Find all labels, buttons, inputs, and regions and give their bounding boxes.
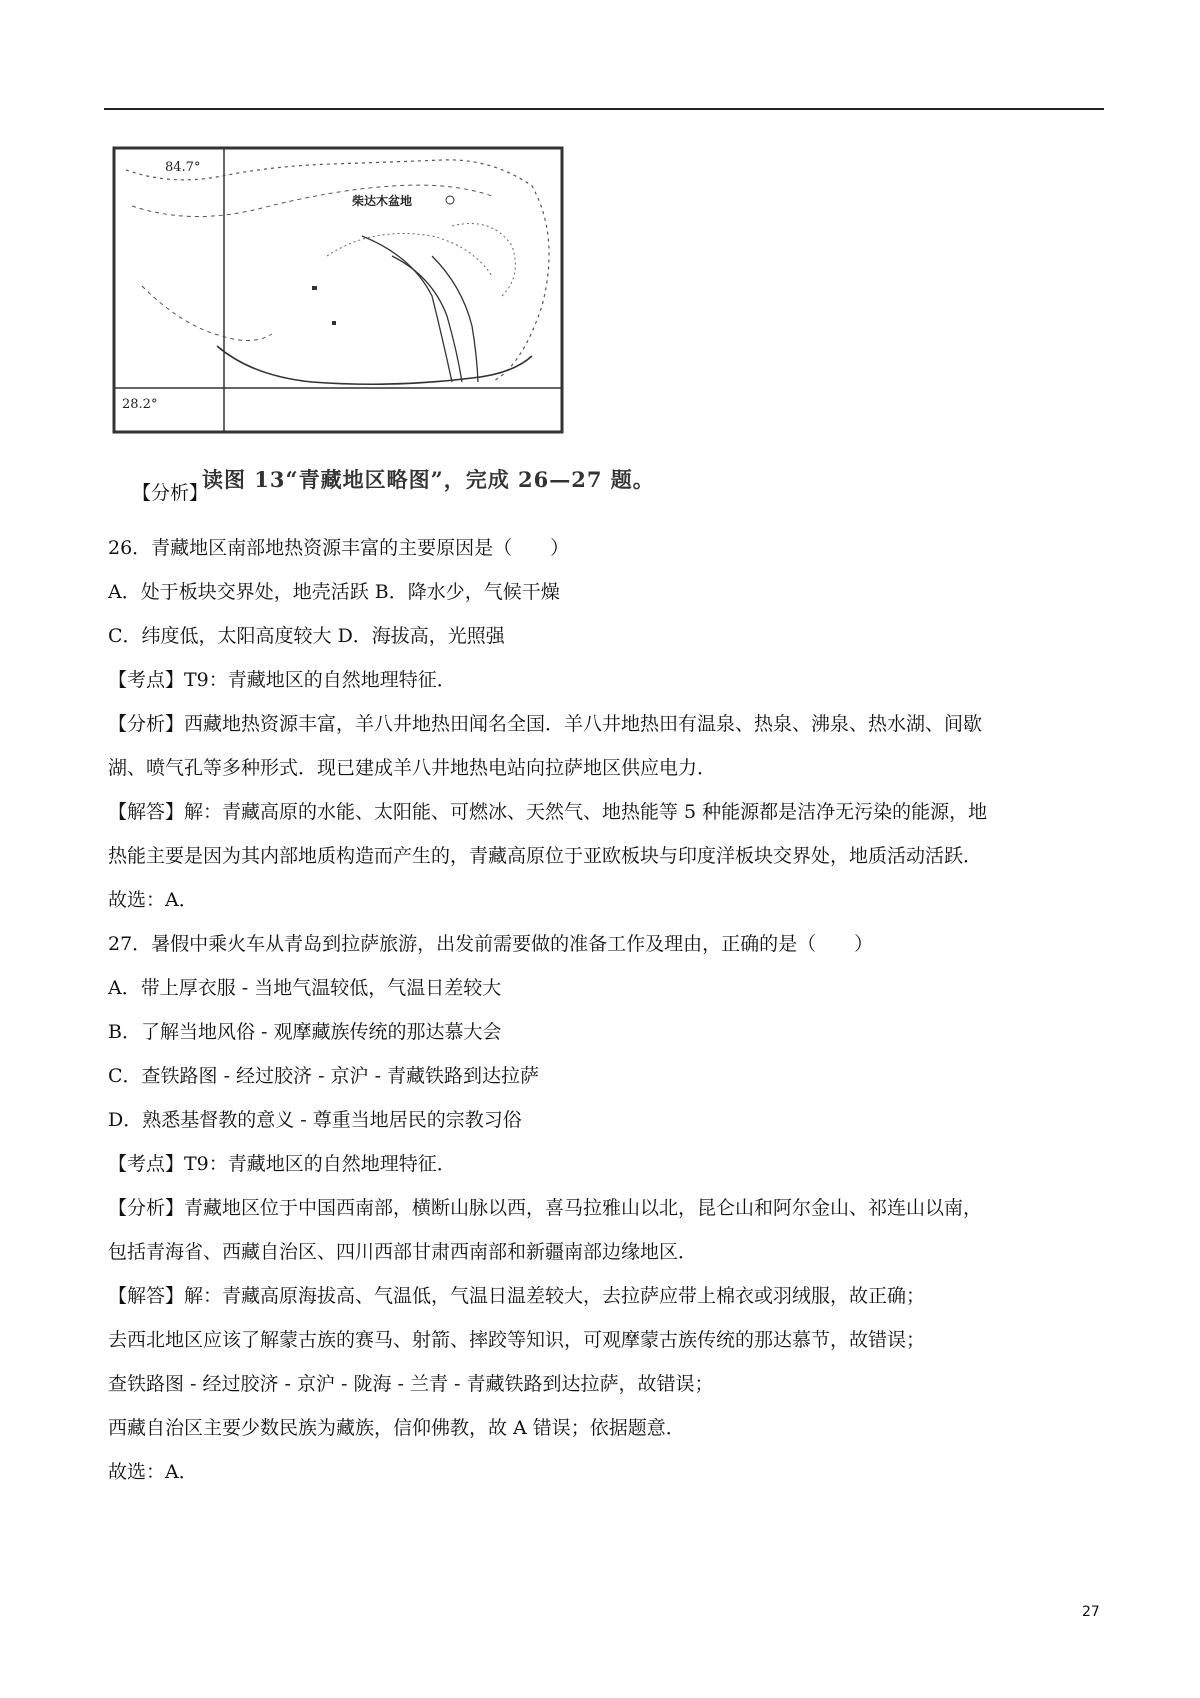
text-line: 【分析】西藏地热资源丰富，羊八井地热田闻名全国．羊八井地热田有温泉、热泉、沸泉、热水湖、间歇 xyxy=(108,713,983,735)
figure-caption xyxy=(132,466,832,506)
text-line: 去西北地区应该了解蒙古族的赛马、射箭、摔跤等知识，可观摩蒙古族传统的那达慕节，故错误； xyxy=(108,1329,926,1351)
text-line: 【解答】解：青藏高原的水能、太阳能、可燃冰、天然气、地热能等 5 种能源都是洁净无污染的能源，地 xyxy=(108,801,988,823)
header-rule xyxy=(104,108,1104,110)
text-line: C．查铁路图 - 经过胶济 - 京沪 - 青藏铁路到达拉萨 xyxy=(108,1065,540,1087)
page-number: 27 xyxy=(1082,1604,1100,1620)
text-line: 27．暑假中乘火车从青岛到拉萨旅游，出发前需要做的准备工作及理由，正确的是（ ） xyxy=(108,933,874,955)
caption-tag: 【分析】 xyxy=(132,482,209,504)
text-line: 故选：A． xyxy=(108,889,198,911)
caption-text: 读图 13“青藏地区略图”，完成 26—27 题。 xyxy=(202,467,655,492)
text-line: 【解答】解：青藏高原海拔高、气温低，气温日温差较大，去拉萨应带上棉衣或羽绒服，故正确； xyxy=(108,1285,926,1307)
map-lon-label: 84.7° xyxy=(165,160,201,175)
text-line: 查铁路图 - 经过胶济 - 京沪 - 陇海 - 兰青 - 青藏铁路到达拉萨，故错误； xyxy=(108,1373,714,1395)
map-basin-label: 柴达木盆地 xyxy=(352,194,413,208)
text-line: D．熟悉基督教的意义 - 尊重当地居民的宗教习俗 xyxy=(108,1109,522,1131)
text-line: A．带上厚衣服 - 当地气温较低，气温日差较大 xyxy=(108,977,502,999)
text-line: 【分析】青藏地区位于中国西南部，横断山脉以西，喜马拉雅山以北，昆仑山和阿尔金山、祁连山以南， xyxy=(108,1197,983,1219)
map-lat-label: 28.2° xyxy=(122,397,158,412)
text-line: 包括青海省、西藏自治区、四川西部甘肃西南部和新疆南部边缘地区． xyxy=(108,1241,698,1263)
text-line: 26．青藏地区南部地热资源丰富的主要原因是（ ） xyxy=(108,537,570,559)
text-line: B．了解当地风俗 - 观摩藏族传统的那达慕大会 xyxy=(108,1021,502,1043)
text-line: 湖、喷气孔等多种形式．现已建成羊八井地热电站向拉萨地区供应电力． xyxy=(108,757,717,779)
text-line: 【考点】T9：青藏地区的自然地理特征． xyxy=(108,1153,456,1175)
text-line: C．纬度低，太阳高度较大 D．海拔高，光照强 xyxy=(108,625,505,647)
text-line: A．处于板块交界处，地壳活跃 B．降水少，气候干燥 xyxy=(108,581,560,603)
text-line: 西藏自治区主要少数民族为藏族，信仰佛教，故 A 错误；依据题意． xyxy=(108,1417,685,1439)
text-line: 故选：A． xyxy=(108,1461,198,1483)
text-line: 热能主要是因为其内部地质构造而产生的，青藏高原位于亚欧板块与印度洋板块交界处，地质活动活跃． xyxy=(108,845,983,867)
text-line: 【考点】T9：青藏地区的自然地理特征． xyxy=(108,669,456,691)
qinghai-tibet-map xyxy=(112,146,564,434)
